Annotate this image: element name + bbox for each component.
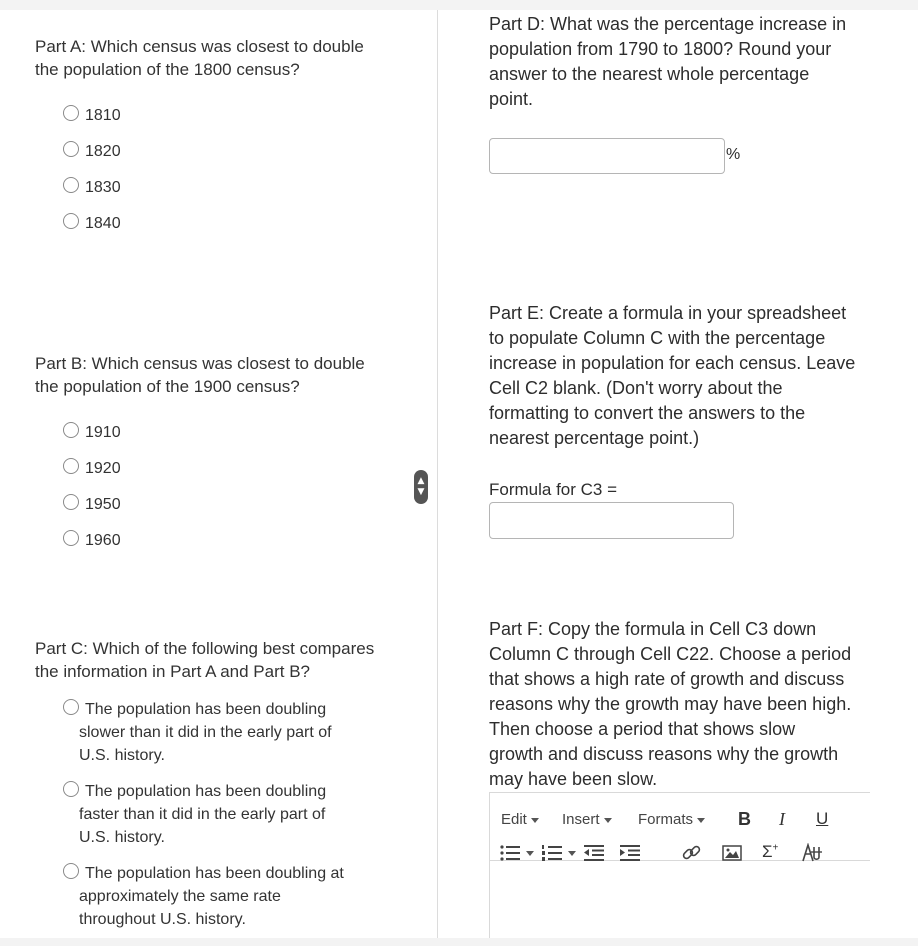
part-c-option-2[interactable]: The population has been doubling faster than it did in the early part of U.S. history. xyxy=(79,783,327,846)
part-d-question: Part D: What was the percentage increase in population from 1790 to 1800? Round your answer to the nearest whole percentage point. xyxy=(489,14,847,109)
formats-menu[interactable]: Formats xyxy=(638,811,705,828)
part-a-radio-4[interactable] xyxy=(63,213,79,229)
chevron-down-icon: ▼ xyxy=(417,487,425,497)
image-icon[interactable] xyxy=(722,845,742,861)
italic-button[interactable]: I xyxy=(779,809,785,829)
part-e-question: Part E: Create a formula in your spreadsheet to populate Column C with the percentage increase in population for each census. Leave Cell C2 blank. (Don't worry about the formatting to convert the answers to the nearest percentage point.) xyxy=(489,303,856,448)
part-c-radio-1[interactable] xyxy=(63,699,79,715)
part-b-question: Part B: Which census was closest to double the population of the 1900 census? xyxy=(35,354,365,396)
part-a-radio-1[interactable] xyxy=(63,105,79,121)
pane-resize-handle[interactable] xyxy=(414,470,428,504)
special-character-icon[interactable] xyxy=(801,843,823,862)
part-b-radio-1[interactable] xyxy=(63,422,79,438)
part-a-option-1[interactable]: 1810 xyxy=(85,107,121,124)
part-a-question: Part A: Which census was closest to double the population of the 1800 census? xyxy=(35,37,364,79)
part-b-option-2[interactable]: 1920 xyxy=(85,460,121,477)
part-a-radio-3[interactable] xyxy=(63,177,79,193)
bullet-list-caret[interactable] xyxy=(526,851,534,856)
part-d-answer-input[interactable] xyxy=(489,138,725,174)
bullet-list-icon[interactable] xyxy=(500,845,522,861)
link-icon[interactable] xyxy=(682,844,702,862)
equation-button[interactable]: Σ+ xyxy=(762,842,779,861)
part-b-option-1[interactable]: 1910 xyxy=(85,424,121,441)
part-a-option-2[interactable]: 1820 xyxy=(85,143,121,160)
part-b-option-4[interactable]: 1960 xyxy=(85,532,121,549)
assessment-page xyxy=(0,10,918,938)
bold-button[interactable]: B xyxy=(738,809,751,829)
underline-button[interactable]: U xyxy=(816,809,829,828)
editor-toolbar xyxy=(490,793,870,861)
formula-input[interactable] xyxy=(489,502,734,539)
part-b-radio-2[interactable] xyxy=(63,458,79,474)
percent-unit: % xyxy=(726,146,741,163)
part-c-radio-2[interactable] xyxy=(63,781,79,797)
column-divider xyxy=(437,10,438,938)
edit-menu[interactable]: Edit xyxy=(501,811,539,828)
part-a-radio-2[interactable] xyxy=(63,141,79,157)
part-a-option-4[interactable]: 1840 xyxy=(85,215,121,232)
part-a-option-3[interactable]: 1830 xyxy=(85,179,121,196)
rich-text-editor xyxy=(489,792,870,938)
part-f-question: Part F: Copy the formula in Cell C3 down Column C through Cell C22. Choose a period that shows a high rate of growth and discuss reasons why the growth may have been high. Then choose a period that shows slow growth and discuss reasons why the growth may have been slow. xyxy=(489,619,852,789)
indent-icon[interactable] xyxy=(620,845,642,861)
part-c-question: Part C: Which of the following best compares the information in Part A and Part B? xyxy=(35,639,375,681)
outdent-icon[interactable] xyxy=(584,845,606,861)
insert-menu[interactable]: Insert xyxy=(562,811,612,828)
editor-text-area[interactable] xyxy=(490,862,870,939)
part-c-radio-3[interactable] xyxy=(63,863,79,879)
part-c-option-3[interactable]: The population has been doubling at approximately the same rate throughout U.S. history. xyxy=(79,865,344,928)
part-c-option-1[interactable]: The population has been doubling slower than it did in the early part of U.S. history. xyxy=(79,701,332,764)
sigma-icon: Σ xyxy=(762,842,773,861)
formula-label: Formula for C3 = xyxy=(489,480,618,499)
part-b-radio-3[interactable] xyxy=(63,494,79,510)
part-b-option-3[interactable]: 1950 xyxy=(85,496,121,513)
numbered-list-caret[interactable] xyxy=(568,851,576,856)
part-b-radio-4[interactable] xyxy=(63,530,79,546)
chevron-up-icon: ▲ xyxy=(417,476,425,486)
numbered-list-icon[interactable] xyxy=(542,845,564,861)
